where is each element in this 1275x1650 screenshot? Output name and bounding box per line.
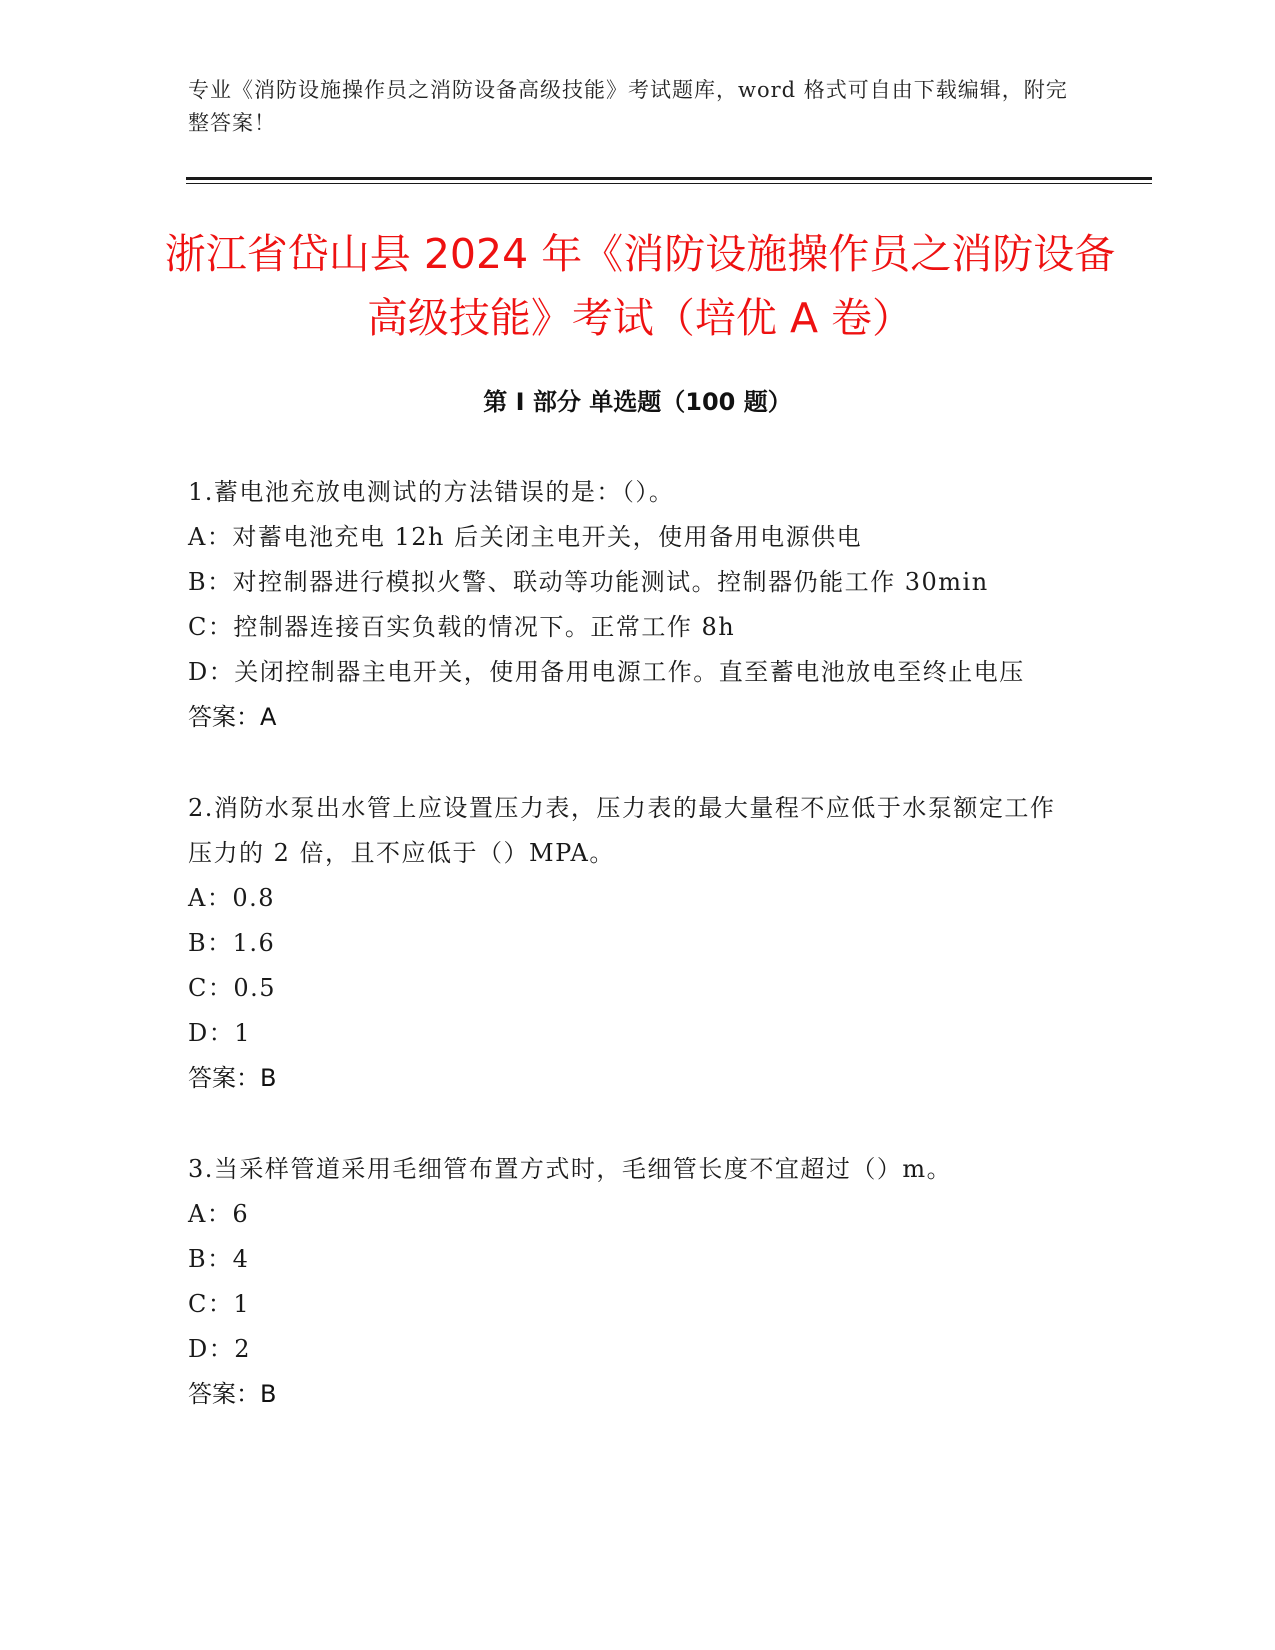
option-b: B：4 [188,1245,250,1273]
header-note: 专业《消防设施操作员之消防设备高级技能》考试题库，word 格式可自由下载编辑，附完整答案！ [188,78,1068,135]
header-rule-thin [186,183,1152,184]
option-d: D：关闭控制器主电开关，使用备用电源工作。直至蓄电池放电至终止电压 [188,658,1025,686]
question-3 [188,1147,1068,1417]
option-a: A：0.8 [188,884,275,912]
question-stem: 2.消防水泵出水管上应设置压力表，压力表的最大量程不应低于水泵额定工作压力的 2 倍，且不应低于（）MPA。 [188,794,1056,867]
option-b: B：对控制器进行模拟火警、联动等功能测试。控制器仍能工作 30min [188,568,989,596]
question-stem: 1.蓄电池充放电测试的方法错误的是：（）。 [188,478,675,506]
document-title: 浙江省岱山县 2024 年《消防设施操作员之消防设备高级技能》考试（培优 A 卷） [164,230,1116,342]
answer-label: 答案：B [188,1064,277,1092]
option-a: A：6 [188,1200,250,1228]
question-1 [188,470,1068,740]
answer-label: 答案：A [188,703,277,731]
option-d: D：2 [188,1335,252,1363]
option-a: A：对蓄电池充电 12h 后关闭主电开关，使用备用电源供电 [188,523,863,551]
section-title: 第 I 部分 单选题（100 题） [483,388,792,416]
option-d: D：1 [188,1019,252,1047]
question-stem: 3.当采样管道采用毛细管布置方式时，毛细管长度不宜超过（）m。 [188,1155,953,1183]
question-list [188,470,1068,1463]
answer-label: 答案：B [188,1380,277,1408]
option-c: C：控制器连接百实负载的情况下。正常工作 8h [188,613,736,641]
question-2 [188,786,1068,1101]
option-c: C：1 [188,1290,251,1318]
header-rule-thick [186,177,1152,180]
option-b: B：1.6 [188,929,276,957]
option-c: C：0.5 [188,974,277,1002]
